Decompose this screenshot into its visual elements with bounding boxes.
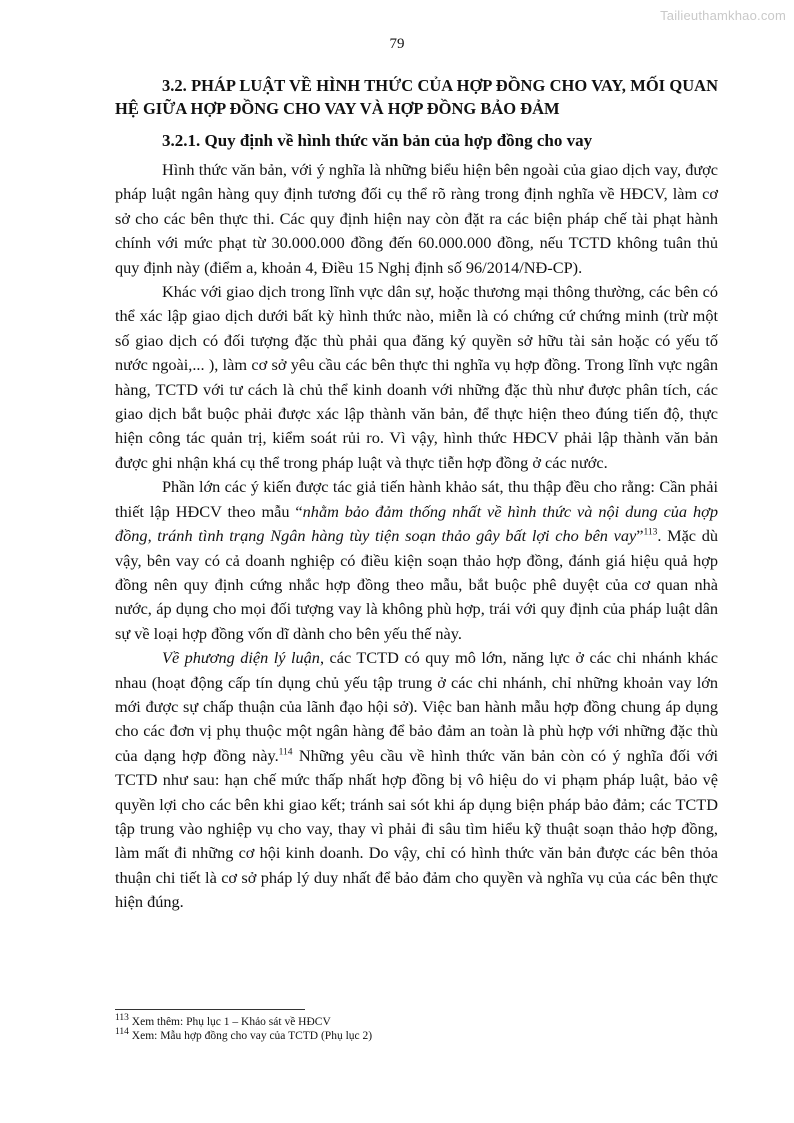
paragraph-4 xyxy=(115,646,718,914)
footnote-ref-113[interactable]: 113 xyxy=(643,527,658,538)
paragraph-1: Hình thức văn bản, với ý nghĩa là những biểu hiện bên ngoài của giao dịch vay, được pháp luật ngân hàng quy định tương đối cụ thể rõ ràng trong định nghĩa về HĐCV, làm cơ sở cho các bên thực thi. Các quy định hiện nay còn đặt ra các biện pháp chế tài phạt hành chính với mức phạt từ 30.000.000 đồng đến 60.000.000 đồng, nếu TCTD không tuân thủ quy định này (điểm a, khoản 4, Điều 15 Nghị định số 96/2014/NĐ-CP). xyxy=(115,160,718,277)
section-title: 3.2. PHÁP LUẬT VỀ HÌNH THỨC CỦA HỢP ĐỒNG CHO VAY, MỐI QUAN HỆ GIỮA HỢP ĐỒNG CHO VAY VÀ HỢP ĐỒNG BẢO ĐẢM xyxy=(115,76,718,118)
paragraph-3-text-a: Phần lớn các ý kiến được tác giả tiến hành khảo sát, thu thập đều cho rằng: Cần phải thiết lập HĐCV theo mẫu “ xyxy=(115,477,718,521)
paragraph-3 xyxy=(115,475,718,646)
paragraph-2: Khác với giao dịch trong lĩnh vực dân sự, hoặc thương mại thông thường, các bên có thể xác lập giao dịch dưới bất kỳ hình thức nào, miễn là có chứng cứ chứng minh (trừ một số giao dịch có đối tượng đặc thù phải qua đăng ký quyền sở hữu tài sản hoặc có yếu tố nước ngoài,... ), làm cơ sở yêu cầu các bên thực thi nghĩa vụ hợp đồng. Trong lĩnh vực ngân hàng, TCTD với tư cách là chủ thể kinh doanh với những đặc thù như được phân tích, các giao dịch bắt buộc phải được xác lập thành văn bản, để thực hiện theo đúng tiến độ, thực hiện công tác quản trị, kiểm soát rủi ro. Vì vậy, hình thức HĐCV phải lập thành văn bản được ghi nhận khá cụ thể trong pháp luật và thực tiễn hợp đồng ở các nước. xyxy=(115,282,718,472)
footnote-text: Xem: Mẫu hợp đồng cho vay của TCTD (Phụ lục 2) xyxy=(128,1030,373,1042)
paragraph-4-text-a: , các TCTD có quy mô lớn, năng lực ở các chi nhánh khác nhau (hoạt động cấp tín dụng chủ yếu tập trung ở các chi nhánh, chỉ những khoản vay lớn mới được sự chấp thuận của lãnh đạo hội sở). Việc ban hành mẫu hợp đồng chung áp dụng cho các đơn vị phụ thuộc một ngân hàng để bảo đảm an toàn là phù hợp với những đặc thù của dạng hợp đồng này. xyxy=(115,648,718,765)
footnotes xyxy=(115,1015,718,1043)
quoted-opinion: nhằm bảo đảm thống nhất về hình thức và nội dung của hợp đồng, tránh tình trạng Ngân hàng tùy tiện soạn thảo gây bất lợi cho bên vay xyxy=(115,501,718,546)
paragraph-3-text-b: . Mặc dù vậy, bên vay có cả doanh nghiệp có điều kiện soạn thảo hợp đồng, đánh giá hiệu quả hợp đồng nên quy định cứng nhắc hợp đồng theo mẫu, bắt buộc phê duyệt của cơ quan nhà nước, áp dụng cho mọi đối tượng vay là không phù hợp, trái với quy định của pháp luật dân sự về loại hợp đồng vốn dĩ dành cho bên yếu thế này. xyxy=(115,526,718,643)
footnote-number: 114 xyxy=(115,1027,129,1038)
footnote-114 xyxy=(115,1029,718,1043)
footnote-text: Xem thêm: Phụ lục 1 – Khảo sát về HĐCV xyxy=(128,1016,331,1028)
paragraph-4-text-b: Những yêu cầu về hình thức văn bản còn có ý nghĩa đối với TCTD như sau: hạn chế mức thấp nhất hợp đồng bị vô hiệu do vi phạm pháp luật, bảo vệ quyền lợi cho các bên khi giao kết; tránh sai sót khi áp dụng biện pháp bảo đảm; các TCTD tập trung vào nghiệp vụ cho vay, thay vì phải đi sâu tìm hiểu kỹ thuật soạn thảo hợp đồng, làm mất đi những cơ hội kinh doanh. Do vậy, chỉ có hình thức văn bản được các bên thỏa thuận chi tiết là cơ sở pháp lý duy nhất để bảo đảm cho quyền và nghĩa vụ của các bên thực hiện đúng. xyxy=(115,745,718,912)
footnote-divider xyxy=(115,1009,305,1010)
footnote-113 xyxy=(115,1015,718,1029)
footnote-number: 113 xyxy=(115,1013,129,1024)
closing-quote: ” xyxy=(636,526,644,546)
subsection-title: 3.2.1. Quy định về hình thức văn bản của hợp đồng cho vay xyxy=(162,131,593,150)
document-body xyxy=(115,74,718,915)
footnote-ref-114[interactable]: 114 xyxy=(278,747,293,758)
watermark: Tailieuthamkhao.com xyxy=(660,8,786,23)
paragraph-4-lead: Về phương diện lý luận xyxy=(162,648,320,668)
page-number: 79 xyxy=(389,36,405,52)
